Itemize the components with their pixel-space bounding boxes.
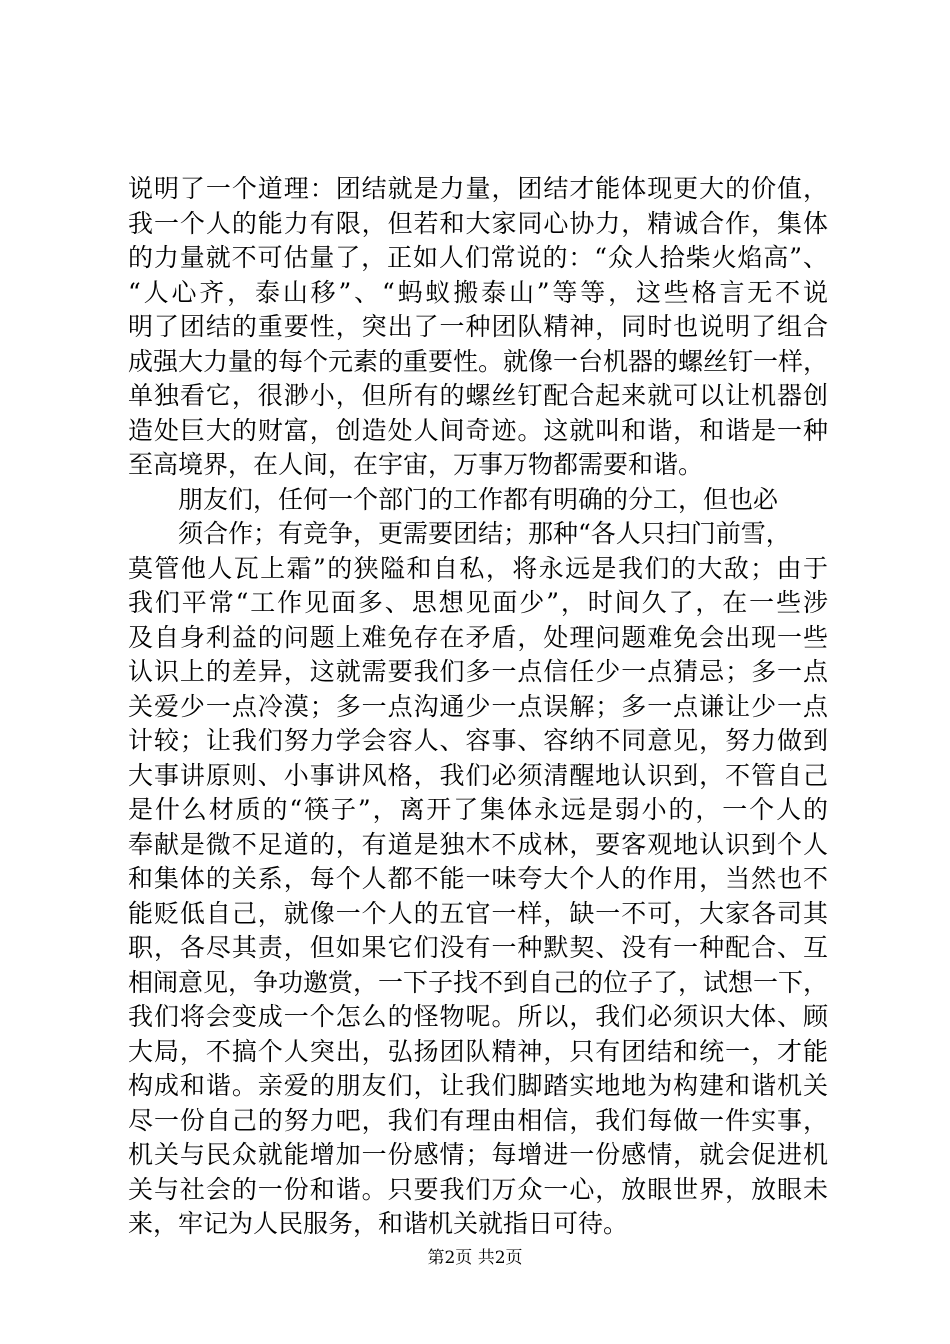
text-line: 计较；让我们努力学会容人、容事、容纳不同意见，努力做到: [128, 726, 828, 755]
body-text: [128, 172, 828, 1242]
text-line: 奉献是微不足道的，有道是独木不成林，要客观地认识到个人: [128, 829, 828, 859]
text-line: 须合作；有竞争，更需要团结；那种“各人只扫门前雪，: [178, 519, 791, 548]
text-line: 关与社会的一份和谐。只要我们万众一心，放眼世界，放眼未: [128, 1174, 828, 1204]
page-number: 第2页 共2页: [427, 1248, 523, 1268]
text-line: 来，牢记为人民服务，和谐机关就指日可待。: [128, 1209, 629, 1238]
text-line: 说明了一个道理：团结就是力量，团结才能体现更大的价值，: [128, 174, 828, 203]
page-footer: [0, 1243, 950, 1268]
text-line: 能贬低自己，就像一个人的五官一样，缺一不可，大家各司其: [128, 898, 828, 928]
text-line: 尽一份自己的努力吧，我们有理由相信，我们每做一件实事，: [128, 1105, 828, 1135]
text-line: 明了团结的重要性，突出了一种团队精神，同时也说明了组合: [128, 312, 828, 341]
paragraph-start-line: 朋友们，任何一个部门的工作都有明确的分工，但也必: [178, 484, 779, 514]
text-line: 至高境界，在人间，在宇宙，万事万物都需要和谐。: [128, 450, 704, 479]
text-line: 和集体的关系，每个人都不能一味夸大个人的作用，当然也不: [128, 864, 828, 893]
text-line: 认识上的差异，这就需要我们多一点信任少一点猜忌；多一点: [128, 657, 828, 686]
text-line: 造处巨大的财富，创造处人间奇迹。这就叫和谐，和谐是一种: [128, 415, 828, 445]
text-line: 是什么材质的“筷子”，离开了集体永远是弱小的，一个人的: [128, 795, 828, 824]
text-line: 我们将会变成一个怎么的怪物呢。所以，我们必须识大体、顾: [128, 1002, 828, 1031]
text-line: 关爱少一点冷漠；多一点沟通少一点误解；多一点谦让少一点: [128, 691, 828, 721]
text-line: 成强大力量的每个元素的重要性。就像一台机器的螺丝钉一样，: [128, 346, 829, 376]
text-line: 莫管他人瓦上霜”的狭隘和自私，将永远是我们的大敌；由于: [128, 553, 828, 583]
text-line: “人心齐，泰山移”、“蚂蚁搬泰山”等等，这些格言无不说: [128, 277, 828, 307]
text-line: 及自身利益的问题上难免存在矛盾，处理问题难免会出现一些: [128, 622, 828, 652]
text-line: 大局，不搞个人突出，弘扬团队精神，只有团结和统一，才能: [128, 1036, 828, 1066]
text-line: 职，各尽其责，但如果它们没有一种默契、没有一种配合、互: [128, 933, 828, 962]
text-line: 相闹意见，争功邀赏，一下子找不到自己的位子了，试想一下，: [128, 967, 829, 997]
text-line: 单独看它，很渺小，但所有的螺丝钉配合起来就可以让机器创: [128, 381, 828, 410]
text-line: 我们平常“工作见面多、思想见面少”，时间久了，在一些涉: [128, 588, 828, 617]
text-line: 大事讲原则、小事讲风格，我们必须清醒地认识到，不管自己: [128, 760, 828, 790]
text-line: 我一个人的能力有限，但若和大家同心协力，精诚合作，集体: [128, 208, 828, 238]
text-line: 的力量就不可估量了，正如人们常说的：“众人拾柴火焰高”、: [128, 243, 828, 272]
text-line: 构成和谐。亲爱的朋友们，让我们脚踏实地地为构建和谐机关: [128, 1071, 828, 1100]
text-line: 机关与民众就能增加一份感情；每增进一份感情，就会促进机: [128, 1140, 828, 1169]
